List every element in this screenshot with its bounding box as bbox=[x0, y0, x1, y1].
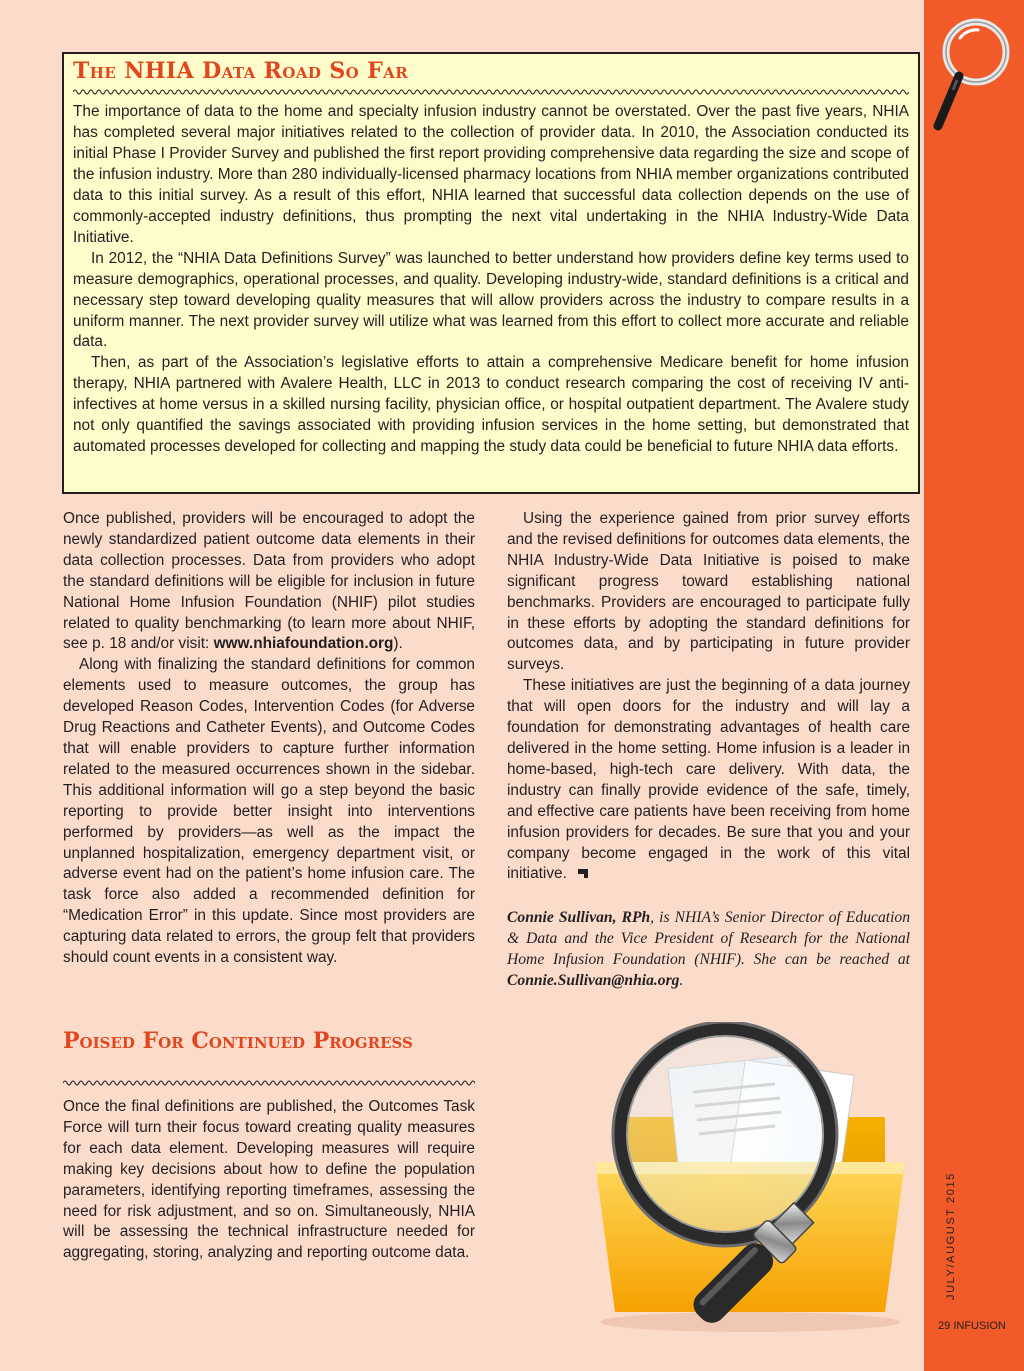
author-name: Connie Sullivan, RPh bbox=[507, 909, 651, 926]
section-heading: Poised For Continued Progress bbox=[63, 1028, 413, 1054]
sidebar-title: The NHIA Data Road So Far bbox=[73, 58, 409, 84]
sidebar-paragraph: In 2012, the “NHIA Data Definitions Survey” was launched to better understand how providers define key terms used to measure demographics, operational processes, and quality. Developing industry-wide, standard definitions is a critical and necessary step toward developing quality measures that will allow providers across the industry to compare results in a uniform manner. The next provider survey will utilize what was learned from this effort to collect more accurate and reliable data. bbox=[73, 249, 909, 351]
author-email[interactable]: Connie.Sullivan@nhia.org bbox=[507, 972, 680, 989]
data-road-sidebar bbox=[62, 52, 920, 494]
body-paragraph: Using the experience gained from prior survey efforts and the revised definitions for outcomes data elements, the NHIA Industry-Wide Data Initiative is poised to make significant progress toward establishing national benchmarks. Providers are encouraged to participate fully in these efforts by adopting the standard definitions for outcomes data, and by participating in future provider surveys. bbox=[507, 510, 910, 674]
section-body bbox=[63, 1097, 475, 1264]
body-paragraph bbox=[63, 509, 475, 655]
wavy-divider bbox=[63, 1079, 475, 1087]
issue-date: JULY/AUGUST 2015 bbox=[945, 1172, 957, 1300]
author-bio-text: , is NHIA’s Senior Director of Education & Data and the Vice President of Research for the National Home Infusion Foundation (NHIF). She can be reached at bbox=[507, 909, 910, 968]
folder-magnifier-illustration bbox=[585, 1022, 925, 1342]
side-band bbox=[924, 0, 1024, 1371]
paragraph-text: Once published, providers will be encouraged to adopt the newly standardized patient outcome data elements in their data collection processes. Data from providers who adopt the standard definitions will be eligible for inclusion in future National Home Infusion Foundation (NHIF) pilot studies related to quality benchmarking (to learn more about NHIF, see p. 18 and/or visit: bbox=[63, 510, 475, 653]
author-bio bbox=[507, 907, 910, 991]
body-paragraph bbox=[507, 676, 910, 885]
sidebar-body bbox=[73, 102, 909, 458]
end-mark-icon bbox=[577, 868, 589, 879]
sidebar-paragraph: The importance of data to the home and specialty infusion industry cannot be overstated. Over the past five years, NHIA has completed several major initiatives related to the collection of provider data. In 2010, the Association conducted its initial Phase I Provider Survey and published the first report providing comprehensive data regarding the size and scope of the infusion industry. More than 280 individually-licensed pharmacy locations from NHIA member organizations contributed data to this initial survey. As a result of this effort, NHIA learned that successful data collection depends on the use of commonly-accepted industry definitions, thus prompting the next vital undertaking in the NHIA Industry-Wide Data Initiative. bbox=[73, 103, 909, 246]
paragraph-text: ). bbox=[393, 635, 403, 653]
author-bio-end: . bbox=[679, 972, 684, 989]
body-paragraph: Along with finalizing the standard definitions for common elements used to measure outcomes, the group has developed Reason Codes, Intervention Codes (for Adverse Drug Reactions and Catheter Events), and Outcome Codes that will enable providers to capture further information related to the measured occurrences shown in the sidebar. This additional information will go a step beyond the basic reporting to provide better insight into interventions performed by providers—as well as the impact the unplanned hospitalization, emergency department visit, or adverse event had on the patient’s home infusion care. The task force also added a recommended definition for “Medication Error” in this update. Since most providers are capturing data related to errors, the group felt that providers should count events in a consistent way. bbox=[63, 656, 475, 967]
body-paragraph: Once the final definitions are published, the Outcomes Task Force will turn their focus toward creating quality measures for each data element. Developing measures will require making key decisions about how to define the population parameters, identifying reporting timeframes, assessing the need for risk adjustment, and so on. Simultaneously, NHIA will be assessing the technical infrastructure needed for aggregating, storing, analyzing and reporting outcome data. bbox=[63, 1098, 475, 1262]
left-column bbox=[63, 509, 475, 969]
paragraph-text: These initiatives are just the beginning of a data journey that will open doors for the industry and will lay a foundation for demonstrating advantages of health care delivered in the home setting. Home infusion is a leader in home-based, high-tech care delivery. With data, the industry can finally provide evidence of the safe, timely, and effective care patients have been receiving from home infusion providers for decades. Be sure that you and your company become engaged in the work of this vital initiative. bbox=[507, 677, 910, 883]
foundation-link[interactable]: www.nhiafoundation.org bbox=[213, 635, 394, 653]
wavy-divider bbox=[73, 88, 909, 96]
right-column bbox=[507, 509, 910, 885]
magnifier-icon bbox=[926, 8, 1024, 138]
sidebar-paragraph: Then, as part of the Association’s legislative efforts to attain a comprehensive Medicare benefit for home infusion therapy, NHIA partnered with Avalere Health, LLC in 2013 to conduct research comparing the cost of receiving IV anti-infectives at home versus in a skilled nursing facility, physician office, or hospital outpatient department. The Avalere study not only quantified the savings associated with providing infusion services in the home setting, but demonstrated that automated processes developed for collecting and mapping the study data could be beneficial to future NHIA data efforts. bbox=[73, 354, 909, 456]
page-number: 29 bbox=[938, 1320, 951, 1332]
page-folio bbox=[938, 1320, 1006, 1332]
magazine-name: INFUSION bbox=[953, 1320, 1006, 1332]
